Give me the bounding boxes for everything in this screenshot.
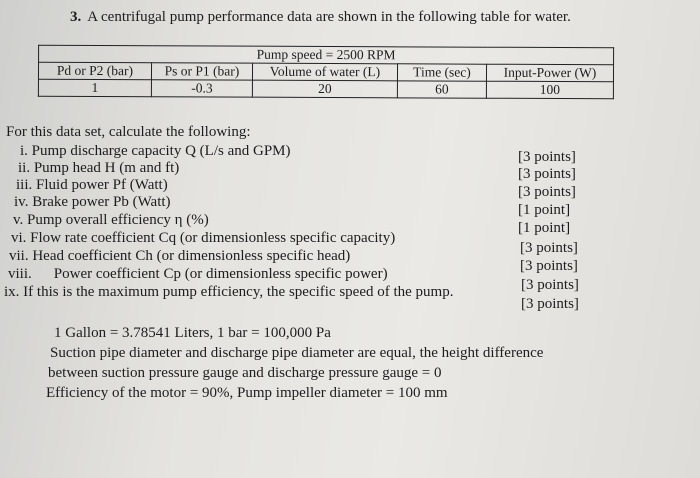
points-label: [3 points]	[518, 149, 576, 165]
points-label: [1 point]	[518, 202, 571, 218]
points-label: [3 points]	[520, 258, 578, 274]
list-item: iv. Brake power Pb (Watt)	[14, 194, 171, 210]
header-input-power: Input-Power (W)	[486, 64, 613, 82]
header-suction-pressure: Ps or P1 (bar)	[151, 63, 252, 80]
header-volume: Volume of water (L)	[252, 63, 397, 81]
note-motor-efficiency: Efficiency of the motor = 90%, Pump impeller diameter = 100 mm	[46, 385, 448, 401]
note-gauge-height: between suction pressure gauge and discharge pressure gauge = 0	[48, 365, 442, 381]
points-label: [3 points]	[518, 184, 576, 200]
instructions: For this data set, calculate the following:	[6, 124, 251, 140]
points-label: [3 points]	[518, 166, 576, 182]
table-caption: Pump speed = 2500 RPM	[39, 45, 614, 65]
cell-input-power: 100	[486, 81, 613, 99]
cell-discharge-pressure: 1	[38, 79, 151, 96]
list-item: ix. If this is the maximum pump efficiency, the specific speed of the pump.	[4, 284, 454, 300]
note-conversions: 1 Gallon = 3.78541 Liters, 1 bar = 100,000 Pa	[54, 325, 331, 341]
points-label: [3 points]	[521, 277, 579, 293]
note-pipe-diameter: Suction pipe diameter and discharge pipe diameter are equal, the height difference	[50, 345, 544, 361]
cell-suction-pressure: -0.3	[151, 80, 252, 97]
list-item: vii. Head coefficient Ch (or dimensionless specific head)	[9, 248, 351, 264]
list-item: vi. Flow rate coefficient Cq (or dimensionless specific capacity)	[11, 230, 396, 246]
header-discharge-pressure: Pd or P2 (bar)	[38, 62, 151, 79]
list-item: viii. Power coefficient Cp (or dimensionless specific power)	[8, 266, 388, 282]
question-number: 3.	[70, 9, 82, 25]
question-text: A centrifugal pump performance data are shown in the following table for water.	[87, 9, 571, 25]
cell-time: 60	[397, 81, 486, 98]
list-item: v. Pump overall efficiency η (%)	[13, 212, 209, 228]
list-item: iii. Fluid power Pf (Watt)	[16, 177, 168, 193]
header-time: Time (sec)	[397, 64, 486, 81]
list-item: ii. Pump head H (m and ft)	[18, 160, 180, 176]
points-label: [3 points]	[520, 240, 578, 256]
cell-volume: 20	[252, 80, 397, 98]
list-item: i. Pump discharge capacity Q (L/s and GPM)	[20, 143, 291, 159]
points-label: [3 points]	[521, 296, 579, 312]
points-label: [1 point]	[518, 220, 571, 236]
